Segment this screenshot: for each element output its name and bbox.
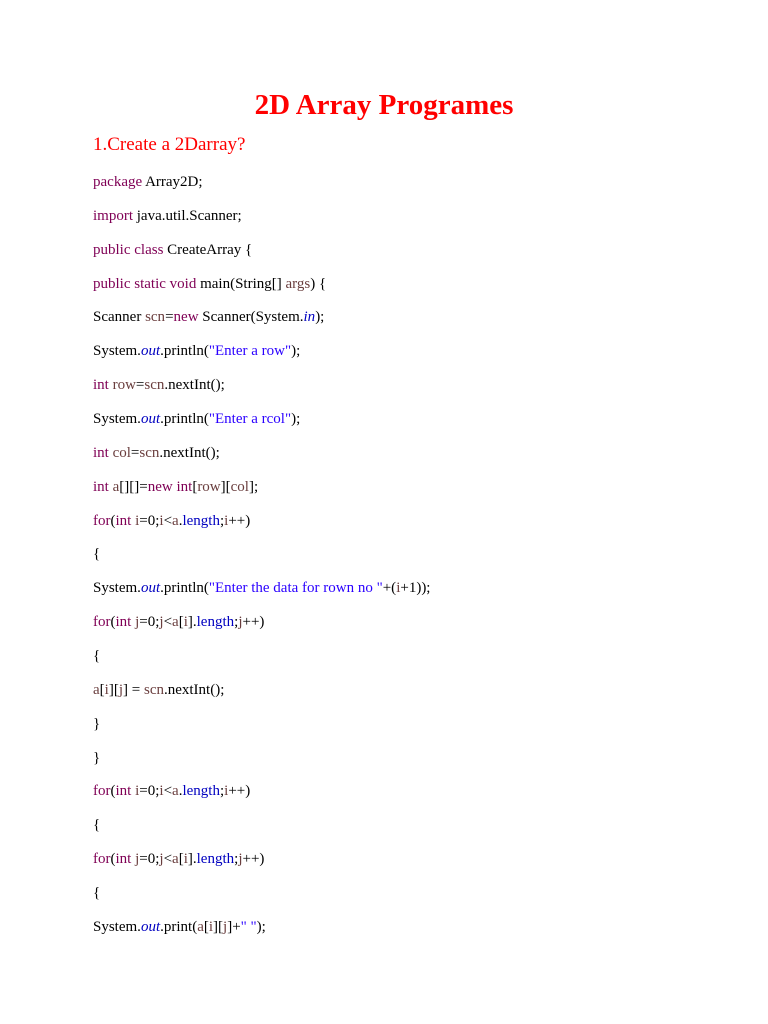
code-token: a xyxy=(93,681,100,698)
code-token: .println( xyxy=(160,580,209,597)
code-line xyxy=(93,578,430,598)
code-line xyxy=(93,307,324,327)
code-token: i xyxy=(183,851,188,867)
code-token: ( xyxy=(110,851,116,867)
code-token: { xyxy=(93,884,101,901)
code-token: } xyxy=(93,749,101,766)
code-token: =0; xyxy=(139,851,160,867)
code-line xyxy=(93,544,100,564)
code-token: int xyxy=(93,377,113,394)
code-token: i xyxy=(224,512,229,529)
code-token: ++) xyxy=(228,783,251,800)
code-token: = xyxy=(165,309,174,326)
code-token: " " xyxy=(240,918,257,935)
code-token: public class xyxy=(93,241,168,258)
code-token: ); xyxy=(256,918,266,935)
code-token: j xyxy=(135,851,140,867)
code-token: =0; xyxy=(139,783,160,800)
code-token: "Enter a row" xyxy=(208,343,292,360)
code-token: System. xyxy=(93,411,141,427)
code-token: . xyxy=(178,512,183,529)
code-line xyxy=(93,375,225,395)
code-line xyxy=(93,781,250,801)
code-token: ]. xyxy=(187,851,197,867)
code-line xyxy=(93,815,100,835)
code-token: length xyxy=(182,512,220,529)
code-token: { xyxy=(93,546,101,563)
code-token: CreateArray { xyxy=(167,241,253,258)
code-token: for xyxy=(93,614,111,630)
code-token: ( xyxy=(110,614,116,630)
code-token: ); xyxy=(291,343,301,360)
code-token: in xyxy=(303,309,316,326)
code-token: ][ xyxy=(213,918,224,935)
code-token: for xyxy=(93,783,111,800)
code-token: int xyxy=(176,478,193,495)
code-token: a xyxy=(172,512,179,529)
code-token: col xyxy=(112,444,131,461)
code-token: .println( xyxy=(160,343,209,360)
code-token: = xyxy=(130,444,140,461)
code-token: ]+ xyxy=(227,918,241,935)
code-token: { xyxy=(93,817,101,834)
code-token: .nextInt(); xyxy=(163,681,225,698)
code-token: int xyxy=(115,614,136,630)
code-token: ( xyxy=(110,512,116,529)
code-token: ++) xyxy=(242,614,265,630)
code-token: j xyxy=(223,918,228,935)
code-token: ++) xyxy=(228,512,251,529)
code-token: < xyxy=(163,783,173,800)
code-token: =0; xyxy=(139,614,160,630)
code-token: ; xyxy=(234,851,239,867)
code-token: [][]= xyxy=(119,478,148,495)
code-token: a xyxy=(172,851,179,867)
code-line xyxy=(93,341,300,361)
code-line xyxy=(93,612,264,632)
document-title: 2D Array Programes xyxy=(254,89,514,121)
code-token: .println( xyxy=(160,411,209,427)
code-token: scn xyxy=(139,444,160,461)
code-token: [ xyxy=(203,918,209,935)
code-token: [ xyxy=(178,614,184,630)
code-token: j xyxy=(159,614,164,630)
code-token: scn xyxy=(144,377,165,394)
code-token: ][ xyxy=(108,681,119,698)
code-line xyxy=(93,714,100,734)
code-token: +1)); xyxy=(400,580,431,597)
code-line xyxy=(93,748,100,768)
code-token: ; xyxy=(219,783,225,800)
code-line xyxy=(93,206,242,226)
code-token: = xyxy=(135,377,145,394)
code-token: System. xyxy=(93,918,141,935)
code-token: i xyxy=(208,918,214,935)
code-token: int xyxy=(93,444,113,461)
code-token: new xyxy=(173,309,203,326)
code-token: row xyxy=(112,377,136,394)
code-token: i xyxy=(104,681,109,698)
code-token: for xyxy=(93,851,111,867)
code-token: [ xyxy=(178,851,184,867)
code-token: Array2D; xyxy=(145,174,203,190)
code-token: .nextInt(); xyxy=(159,444,220,461)
code-token: row xyxy=(197,478,221,495)
code-line xyxy=(93,477,258,497)
code-token: < xyxy=(163,614,173,630)
code-line xyxy=(93,240,252,260)
code-token: a xyxy=(172,783,179,800)
code-token: i xyxy=(183,614,188,630)
code-token: i xyxy=(135,512,140,529)
code-token: import xyxy=(93,207,137,224)
code-token: ); xyxy=(315,309,325,326)
code-token: { xyxy=(93,647,101,664)
code-token: i xyxy=(396,580,401,597)
code-token: package xyxy=(93,174,146,190)
code-token: length xyxy=(196,614,235,630)
code-token: public static void xyxy=(93,275,201,292)
code-line xyxy=(93,274,326,294)
code-token: +( xyxy=(382,580,397,597)
code-token: ][ xyxy=(220,478,231,495)
code-line xyxy=(93,917,266,937)
code-token: i xyxy=(159,512,164,529)
code-token: . xyxy=(178,783,183,800)
code-token: ] = xyxy=(123,681,144,698)
code-token: i xyxy=(159,783,164,800)
code-token: =0; xyxy=(139,512,160,529)
code-token: System. xyxy=(93,343,141,360)
code-token: out xyxy=(140,918,161,935)
code-token: a xyxy=(172,614,179,630)
code-token: j xyxy=(118,681,124,698)
code-token: int xyxy=(115,851,136,867)
code-token: scn xyxy=(143,681,164,698)
code-token: < xyxy=(163,512,173,529)
code-token: length xyxy=(196,851,235,867)
code-token: ) { xyxy=(310,275,327,292)
code-token: j xyxy=(135,614,140,630)
code-token: ( xyxy=(110,783,116,800)
code-token: out xyxy=(140,343,161,360)
code-token: j xyxy=(238,614,243,630)
code-line xyxy=(93,409,300,429)
code-token: "Enter the data for rown no " xyxy=(208,580,383,597)
code-token: System. xyxy=(93,580,141,597)
code-token: .nextInt(); xyxy=(164,377,225,394)
code-token: col xyxy=(230,478,249,495)
code-token: new xyxy=(147,478,177,495)
code-token: ++) xyxy=(242,851,265,867)
code-token: i xyxy=(224,783,229,800)
code-token: for xyxy=(93,512,111,529)
code-token: scn xyxy=(145,309,166,326)
code-token: ); xyxy=(291,411,301,427)
code-token: a xyxy=(197,918,204,935)
code-line xyxy=(93,883,100,903)
code-token: .print( xyxy=(160,918,198,935)
code-token: ]; xyxy=(248,478,259,495)
code-token: Scanner xyxy=(93,309,146,326)
code-token: java.util.Scanner; xyxy=(136,207,242,224)
code-token: int xyxy=(93,478,113,495)
code-token: ; xyxy=(219,512,225,529)
code-token: "Enter a rcol" xyxy=(208,411,292,427)
code-token: j xyxy=(238,851,243,867)
code-token: length xyxy=(182,783,220,800)
code-token: [ xyxy=(192,478,198,495)
code-token: a xyxy=(112,478,120,495)
code-token: < xyxy=(163,851,173,867)
code-token: ; xyxy=(234,614,239,630)
code-token: j xyxy=(159,851,164,867)
code-token: i xyxy=(135,783,140,800)
code-line xyxy=(93,511,250,531)
code-line xyxy=(93,172,203,192)
section-heading: 1.Create a 2Darray? xyxy=(93,134,246,155)
code-token: main(String[] xyxy=(200,275,286,292)
code-token: Scanner(System. xyxy=(202,309,304,326)
code-line xyxy=(93,646,100,666)
code-token: } xyxy=(93,715,101,732)
code-token: ]. xyxy=(187,614,197,630)
code-token: out xyxy=(140,580,161,597)
code-line xyxy=(93,680,224,700)
code-line xyxy=(93,443,220,463)
code-token: int xyxy=(115,783,136,800)
code-token: [ xyxy=(99,681,105,698)
code-line xyxy=(93,849,264,869)
code-token: out xyxy=(140,411,161,427)
code-token: int xyxy=(115,512,136,529)
code-token: args xyxy=(285,275,311,292)
